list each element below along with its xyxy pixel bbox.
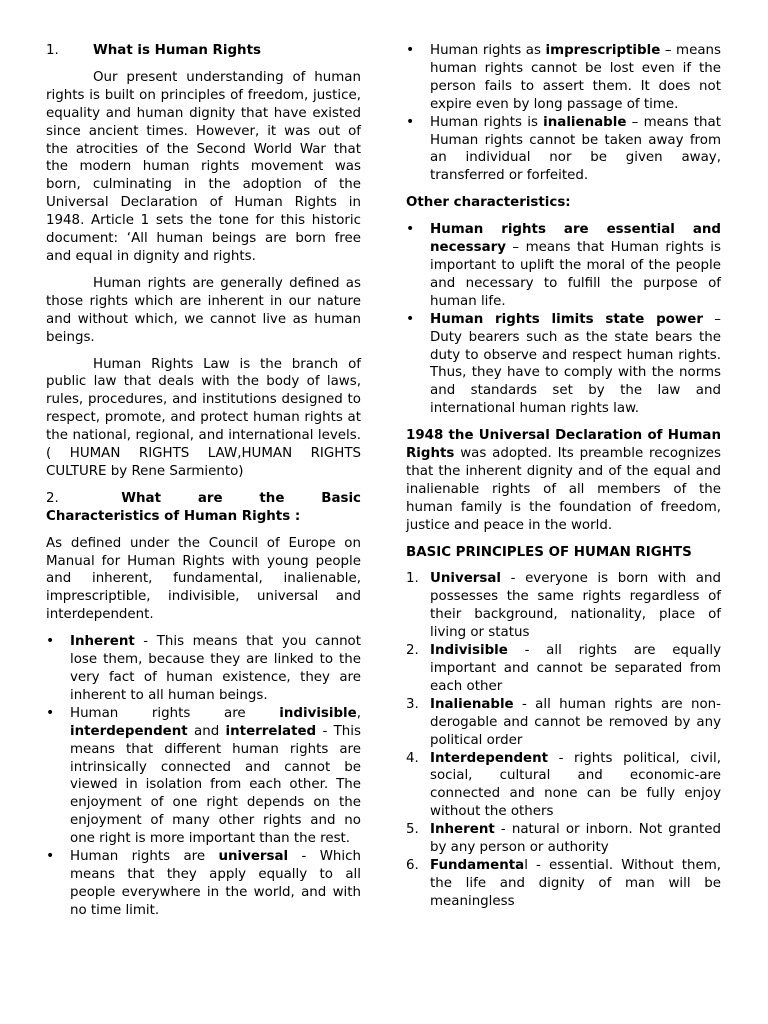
list-item: 1. Universal - everyone is born with and possesses the same rights regardless of their background, nationality, place of living or status [406, 571, 721, 641]
list-item: • Human rights limits state power – Duty bearers such as the state bears the duty to observe and respect human rights. Thus, they have to comply with the norms and standards set by the law and international human rights law. [406, 310, 721, 417]
bullet-icon: • [406, 221, 415, 238]
list-item: 4. Interdependent - rights political, civil, social, cultural and economic-are connected and none can be fully enjoy without the others [406, 750, 721, 820]
list-item: 6. Fundamental - essential. Without them, the life and dignity of man will be meaningless [406, 857, 721, 909]
definition-paragraph: Human rights are generally defined as those rights which are inherent in our nature and without which, we cannot live as human beings. [46, 275, 361, 345]
list-item: 5. Inherent - natural or inborn. Not granted by any person or authority [406, 822, 721, 856]
list-item: • Inherent - This means that you cannot lose them, because they are linked to the very fact of human existence, they are inherent to all human beings. [46, 633, 361, 703]
right-column [406, 42, 721, 920]
bullet-icon: • [46, 704, 55, 721]
list-item: 2. Indivisible - all rights are equally important and cannot be separated from each other [406, 643, 721, 694]
list-item: • Human rights are essential and necessary – means that Human rights is important to uplift the moral of the people and necessary to fulfill the purpose of human life. [406, 221, 721, 309]
section-1-number: 1. [46, 43, 59, 58]
list-number: 2. [406, 643, 419, 659]
section-2-title-line2: Characteristics of Human Rights : [46, 508, 301, 524]
section-2-heading [46, 490, 361, 526]
list-item: • Human rights as imprescriptible – means human rights cannot be lost even if the person fails to assert them. It does not expire even by long passage of time. [406, 42, 721, 112]
list-number: 5. [406, 822, 419, 838]
list-number: 4. [406, 750, 419, 766]
section-2-number: 2. [46, 490, 59, 506]
bullet-icon: • [406, 42, 415, 58]
list-item: 3. Inalienable - all human rights are non-derogable and cannot be removed by any political order [406, 696, 721, 748]
human-rights-law-paragraph: Human Rights Law is the branch of public law that deals with the body of laws, rules, procedures, and institutions designed to respect, promote, and protect human rights at the national, regional, and international levels. ( HUMAN RIGHTS LAW,HUMAN RIGHTS CULTURE by Rene Sarmiento) [46, 356, 361, 479]
other-characteristics-list [406, 221, 721, 418]
other-characteristics-heading: Other characteristics: [406, 195, 571, 211]
council-of-europe-paragraph: As defined under the Council of Europe on Manual for Human Rights with young people and inherent, fundamental, inalienable, imprescriptible, indivisible, universal and interdependent. [46, 535, 361, 623]
list-number: 1. [406, 571, 419, 587]
section-1-title: What is Human Rights [93, 43, 261, 58]
list-item: • Human rights is inalienable – means that Human rights cannot be taken away from an individual nor be given away, transferred or forfeited. [406, 113, 721, 184]
intro-paragraph: Our present understanding of human rights is built on principles of freedom, justice, equality and human dignity that have existed since ancient times. However, it was out of the atrocities of the Second World War that the modern human rights movement was born, culminating in the adoption of the Universal Declaration of Human Rights in 1948. Article 1 sets the tone for this historic document: ‘All human beings are born free and equal in dignity and rights. [46, 69, 361, 264]
list-number: 3. [406, 696, 419, 712]
left-column [46, 42, 361, 929]
udhr-paragraph: 1948 the Universal Declaration of Human Rights was adopted. Its preamble recognizes that the inherent dignity and of the equal and inalienable rights of all members of the human family is the foundation of freedom, justice and peace in the world. [406, 428, 721, 533]
bullet-icon: • [406, 310, 415, 327]
bullet-icon: • [406, 113, 415, 130]
list-item: • Human rights are universal - Which means that they apply equally to all people everywhere in the world, and with no time limit. [46, 848, 361, 918]
basic-principles-heading: BASIC PRINCIPLES OF HUMAN RIGHTS [406, 544, 692, 560]
section-1-heading [46, 42, 361, 60]
characteristics-list-continued [406, 42, 721, 185]
basic-principles-list [406, 570, 721, 910]
list-number: 6. [406, 857, 419, 873]
bullet-icon: • [46, 633, 55, 650]
characteristics-list [46, 633, 361, 920]
bullet-icon: • [46, 848, 55, 865]
section-2-title-line1: What are the Basic [121, 490, 361, 506]
list-item: • Human rights are indivisible, interdependent and interrelated - This means that different human rights are intrinsically connected and cannot be viewed in isolation from each other. The enjoyment of one right depends on the enjoyment of many other rights and no one right is more important than the rest. [46, 704, 361, 847]
